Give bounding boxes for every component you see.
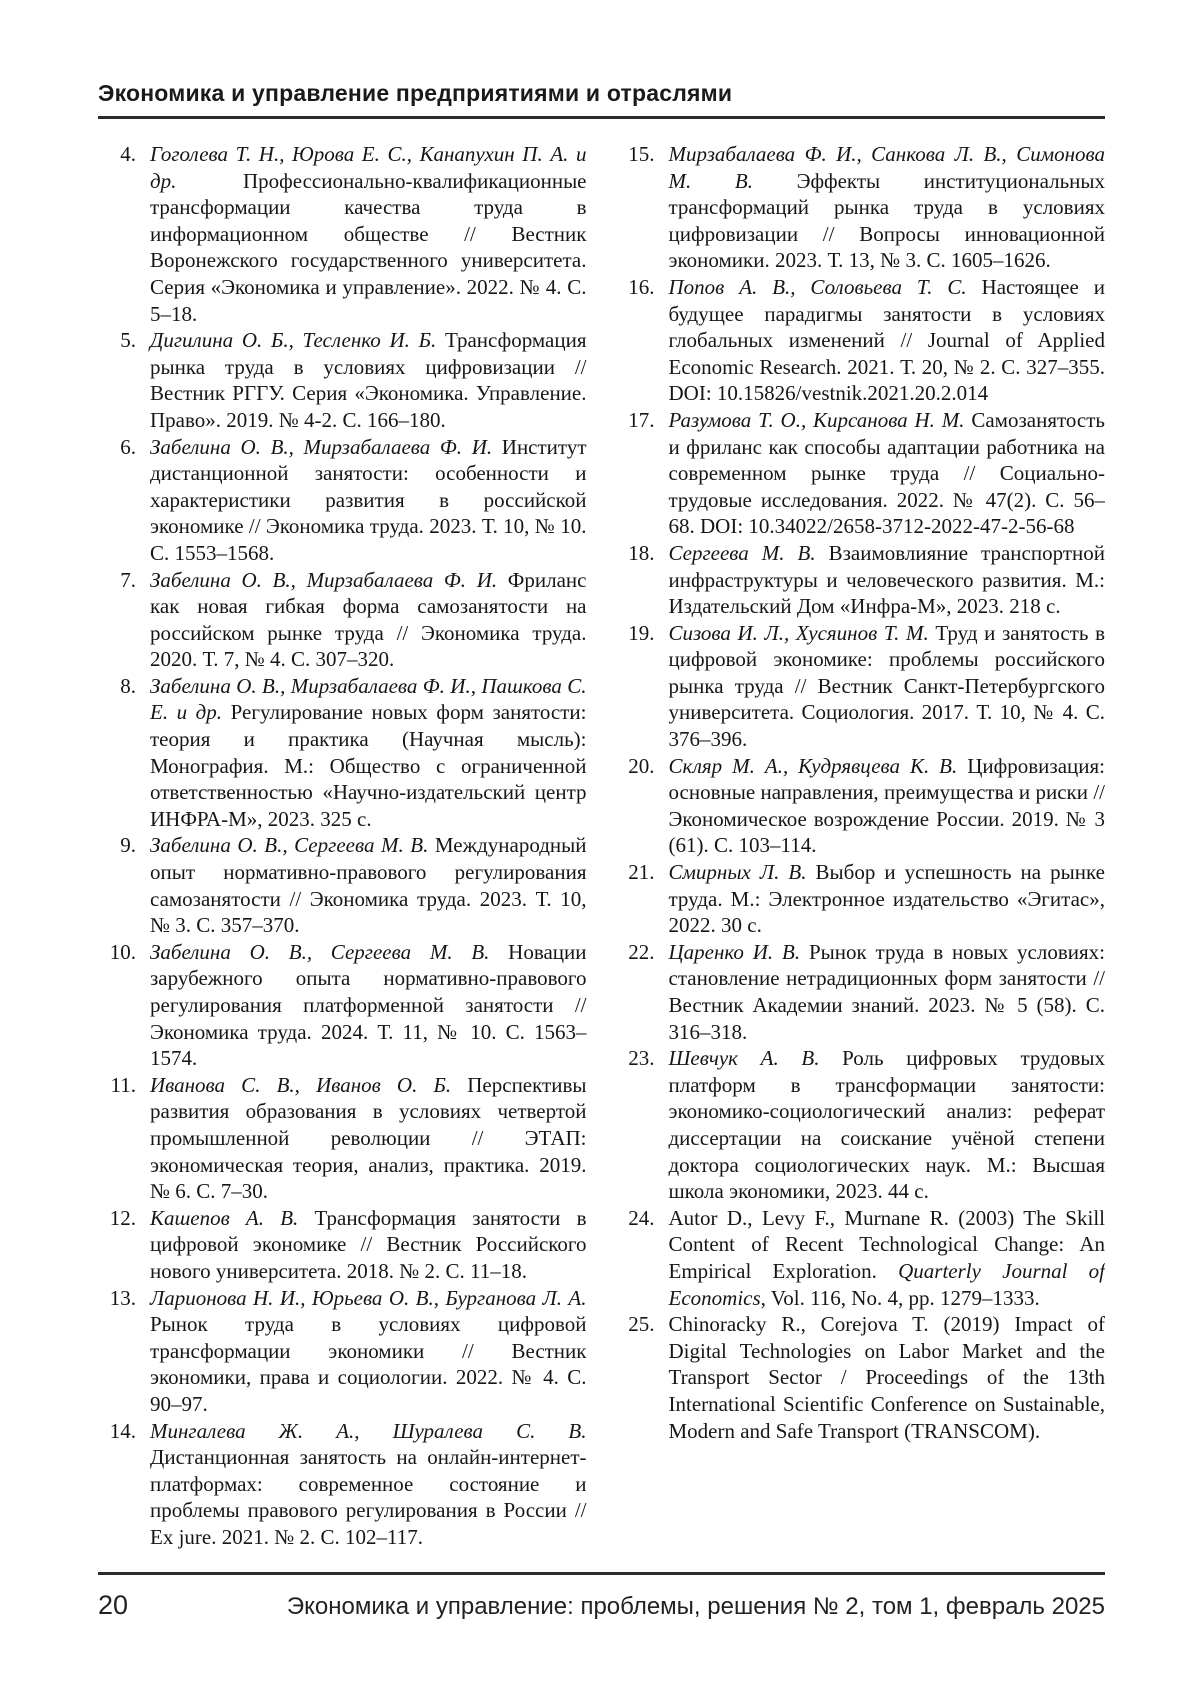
reference-item xyxy=(617,141,1106,274)
reference-item xyxy=(617,753,1106,859)
running-head xyxy=(98,80,1105,119)
reference-item xyxy=(98,327,587,433)
reference-number: 11. xyxy=(110,1072,136,1097)
reference-item xyxy=(617,620,1106,753)
reference-number: 12. xyxy=(109,1205,136,1230)
reference-text: Кашепов А. В. Трансформация занятости в цифровой экономике // Вестник Российского нового университета. 2018. № 2. С. 11–18. xyxy=(150,1205,587,1283)
footer-rule xyxy=(98,1572,1105,1575)
reference-text: Забелина О. В., Мирзабалаева Ф. И., Пашкова С. Е. и др. Регулирование новых форм занятости: теория и практика (Научная мысль): Монография. М.: Общество с ограниченной ответственностью «Научно-издательский центр ИНФРА-М», 2023. 325 с. xyxy=(150,673,587,831)
reference-number: 8. xyxy=(120,673,136,698)
reference-number: 25. xyxy=(628,1312,655,1337)
reference-item xyxy=(617,939,1106,1045)
reference-text: Дигилина О. Б., Тесленко И. Б. Трансформация рынка труда в условиях цифровизации // Вестник РГГУ. Серия «Экономика. Управление. Право». 2019. № 4-2. С. 166–180. xyxy=(150,328,587,432)
page-footer xyxy=(98,1572,1105,1622)
reference-text: Иванова С. В., Иванов О. Б. Перспективы развития образования в условиях четвертой промышленной революции // ЭТАП: экономическая теория, анализ, практика. 2019. № 6. С. 7–30. xyxy=(150,1072,587,1204)
references-column-left xyxy=(98,141,587,1567)
reference-text: Chinoracky R., Corejova T. (2019) Impact of Digital Technologies on Labor Market and the Transport Sector / Proceedings of the 13th International Scientific Conference on Sustainable, Modern and Safe Transport (TRANSCOM). xyxy=(668,1312,1105,1443)
reference-text: Разумова Т. О., Кирсанова Н. М. Самозанятость и фриланс как способы адаптации работника на современном рынке труда // Социально-трудовые исследования. 2022. № 47(2). С. 56–68. DOI: 10.34022/2658-3712-2022-47-2-56-68 xyxy=(668,407,1105,539)
reference-text: Забелина О. В., Мирзабалаева Ф. И. Фриланс как новая гибкая форма самозанятости на российском рынке труда // Экономика труда. 2020. Т. 7, № 4. С. 307–320. xyxy=(150,567,587,672)
reference-number: 19. xyxy=(628,620,655,645)
reference-number: 23. xyxy=(628,1046,655,1071)
reference-item xyxy=(98,1418,587,1551)
reference-number: 16. xyxy=(628,274,655,299)
footer-row xyxy=(98,1590,1105,1622)
reference-text: Забелина О. В., Сергеева М. В. Новации зарубежного опыта нормативно-правового регулирования платформенной занятости // Экономика труда. 2024. Т. 11, № 10. С. 1563–1574. xyxy=(150,939,587,1071)
page-number: 20 xyxy=(98,1590,129,1620)
reference-number: 21. xyxy=(628,860,655,885)
reference-text: Гоголева Т. Н., Юрова Е. С., Канапухин П. А. и др. Профессионально-квалификационные трансформации качества труда в информационном обществе // Вестник Воронежского государственного университета. Серия «Экономика и управление». 2022. № 4. С. 5–18. xyxy=(150,142,587,326)
reference-text: Сергеева М. В. Взаимовлияние транспортной инфраструктуры и человеческого развития. М.: Издательский Дом «Инфра-М», 2023. 218 с. xyxy=(668,540,1105,619)
reference-text: Ларионова Н. И., Юрьева О. В., Бурганова Л. А. Рынок труда в условиях цифровой трансформации экономики // Вестник экономики, права и социологии. 2022. № 4. С. 90–97. xyxy=(150,1285,587,1416)
reference-number: 13. xyxy=(109,1285,136,1310)
reference-item xyxy=(98,939,587,1072)
reference-text: Сизова И. Л., Хусяинов Т. М. Труд и занятость в цифровой экономике: проблемы российского рынка труда // Вестник Санкт-Петербургского университета. Социология. 2017. Т. 10, № 4. С. 376–396. xyxy=(668,620,1105,752)
reference-item xyxy=(617,1045,1106,1205)
references-list xyxy=(98,141,1105,1567)
reference-item xyxy=(98,1205,587,1285)
reference-number: 24. xyxy=(628,1205,655,1230)
reference-number: 17. xyxy=(628,407,655,432)
reference-number: 20. xyxy=(628,753,655,778)
reference-item xyxy=(617,859,1106,939)
reference-item xyxy=(98,434,587,567)
reference-text: Шевчук А. В. Роль цифровых трудовых платформ в трансформации занятости: экономико-социологический анализ: реферат диссертации на соискание учёной степени доктора социологических наук. М.: Высшая школа экономики, 2023. 44 с. xyxy=(668,1046,1105,1204)
reference-number: 5. xyxy=(120,328,136,353)
reference-text: Autor D., Levy F., Murnane R. (2003) The Skill Content of Recent Technological Change: An Empirical Exploration. Quarterly Journal of Economics, Vol. 116, No. 4, pp. 1279–1333. xyxy=(668,1205,1105,1310)
reference-number: 15. xyxy=(628,142,655,166)
reference-text: Забелина О. В., Мирзабалаева Ф. И. Институт дистанционной занятости: особенности и характеристики развития в российской экономике // Экономика труда. 2023. Т. 10, № 10. С. 1553–1568. xyxy=(150,434,587,565)
reference-item xyxy=(98,673,587,833)
reference-number: 6. xyxy=(120,434,136,459)
reference-text: Попов А. В., Соловьева Т. С. Настоящее и будущее парадигмы занятости в условиях глобальных изменений // Journal of Applied Economic Research. 2021. Т. 20, № 2. С. 327–355. DOI: 10.15826/vestnik.2021.20.2.014 xyxy=(668,274,1105,406)
reference-text: Забелина О. В., Сергеева М. В. Международный опыт нормативно-правового регулирования самозанятости // Экономика труда. 2023. Т. 10, № 3. С. 357–370. xyxy=(150,833,587,938)
reference-number: 18. xyxy=(628,540,655,565)
reference-text: Мингалева Ж. А., Шуралева С. В. Дистанционная занятость на онлайн-интернет-платформах: современное состояние и проблемы правового регулирования в России // Ex jure. 2021. № 2. С. 102–117. xyxy=(150,1418,587,1549)
reference-item xyxy=(98,141,587,327)
reference-number: 7. xyxy=(120,567,136,592)
references-column-right xyxy=(617,141,1106,1567)
reference-number: 10. xyxy=(109,939,136,964)
reference-item xyxy=(617,1311,1106,1444)
header-rule xyxy=(98,116,1105,119)
journal-issue-line: Экономика и управление: проблемы, решения № 2, том 1, февраль 2025 xyxy=(286,1593,1105,1620)
reference-text: Скляр М. А., Кудрявцева К. В. Цифровизация: основные направления, преимущества и риски // Экономическое возрождение России. 2019. № 3 (61). С. 103–114. xyxy=(668,753,1105,858)
reference-number: 14. xyxy=(109,1418,136,1443)
reference-item xyxy=(98,1285,587,1418)
reference-text: Мирзабалаева Ф. И., Санкова Л. В., Симонова М. В. Эффекты институциональных трансформаций рынка труда в условиях цифровизации // Вопросы инновационной экономики. 2023. Т. 13, № 3. С. 1605–1626. xyxy=(668,142,1105,273)
reference-item xyxy=(617,274,1106,407)
reference-number: 9. xyxy=(120,833,136,858)
reference-item xyxy=(98,1072,587,1205)
reference-item xyxy=(617,540,1106,620)
reference-item xyxy=(617,407,1106,540)
reference-item xyxy=(98,832,587,938)
reference-number: 4. xyxy=(120,142,136,166)
reference-text: Смирных Л. В. Выбор и успешность на рынке труда. М.: Электронное издательство «Эгитас», 2022. 30 с. xyxy=(668,860,1105,938)
reference-number: 22. xyxy=(628,939,655,964)
reference-item xyxy=(617,1205,1106,1311)
section-title: Экономика и управление предприятиями и отраслями xyxy=(98,80,733,106)
reference-text: Царенко И. В. Рынок труда в новых условиях: становление нетрадиционных форм занятости // Вестник Академии знаний. 2023. № 5 (58). С. 316–318. xyxy=(668,939,1105,1044)
reference-item xyxy=(98,567,587,673)
